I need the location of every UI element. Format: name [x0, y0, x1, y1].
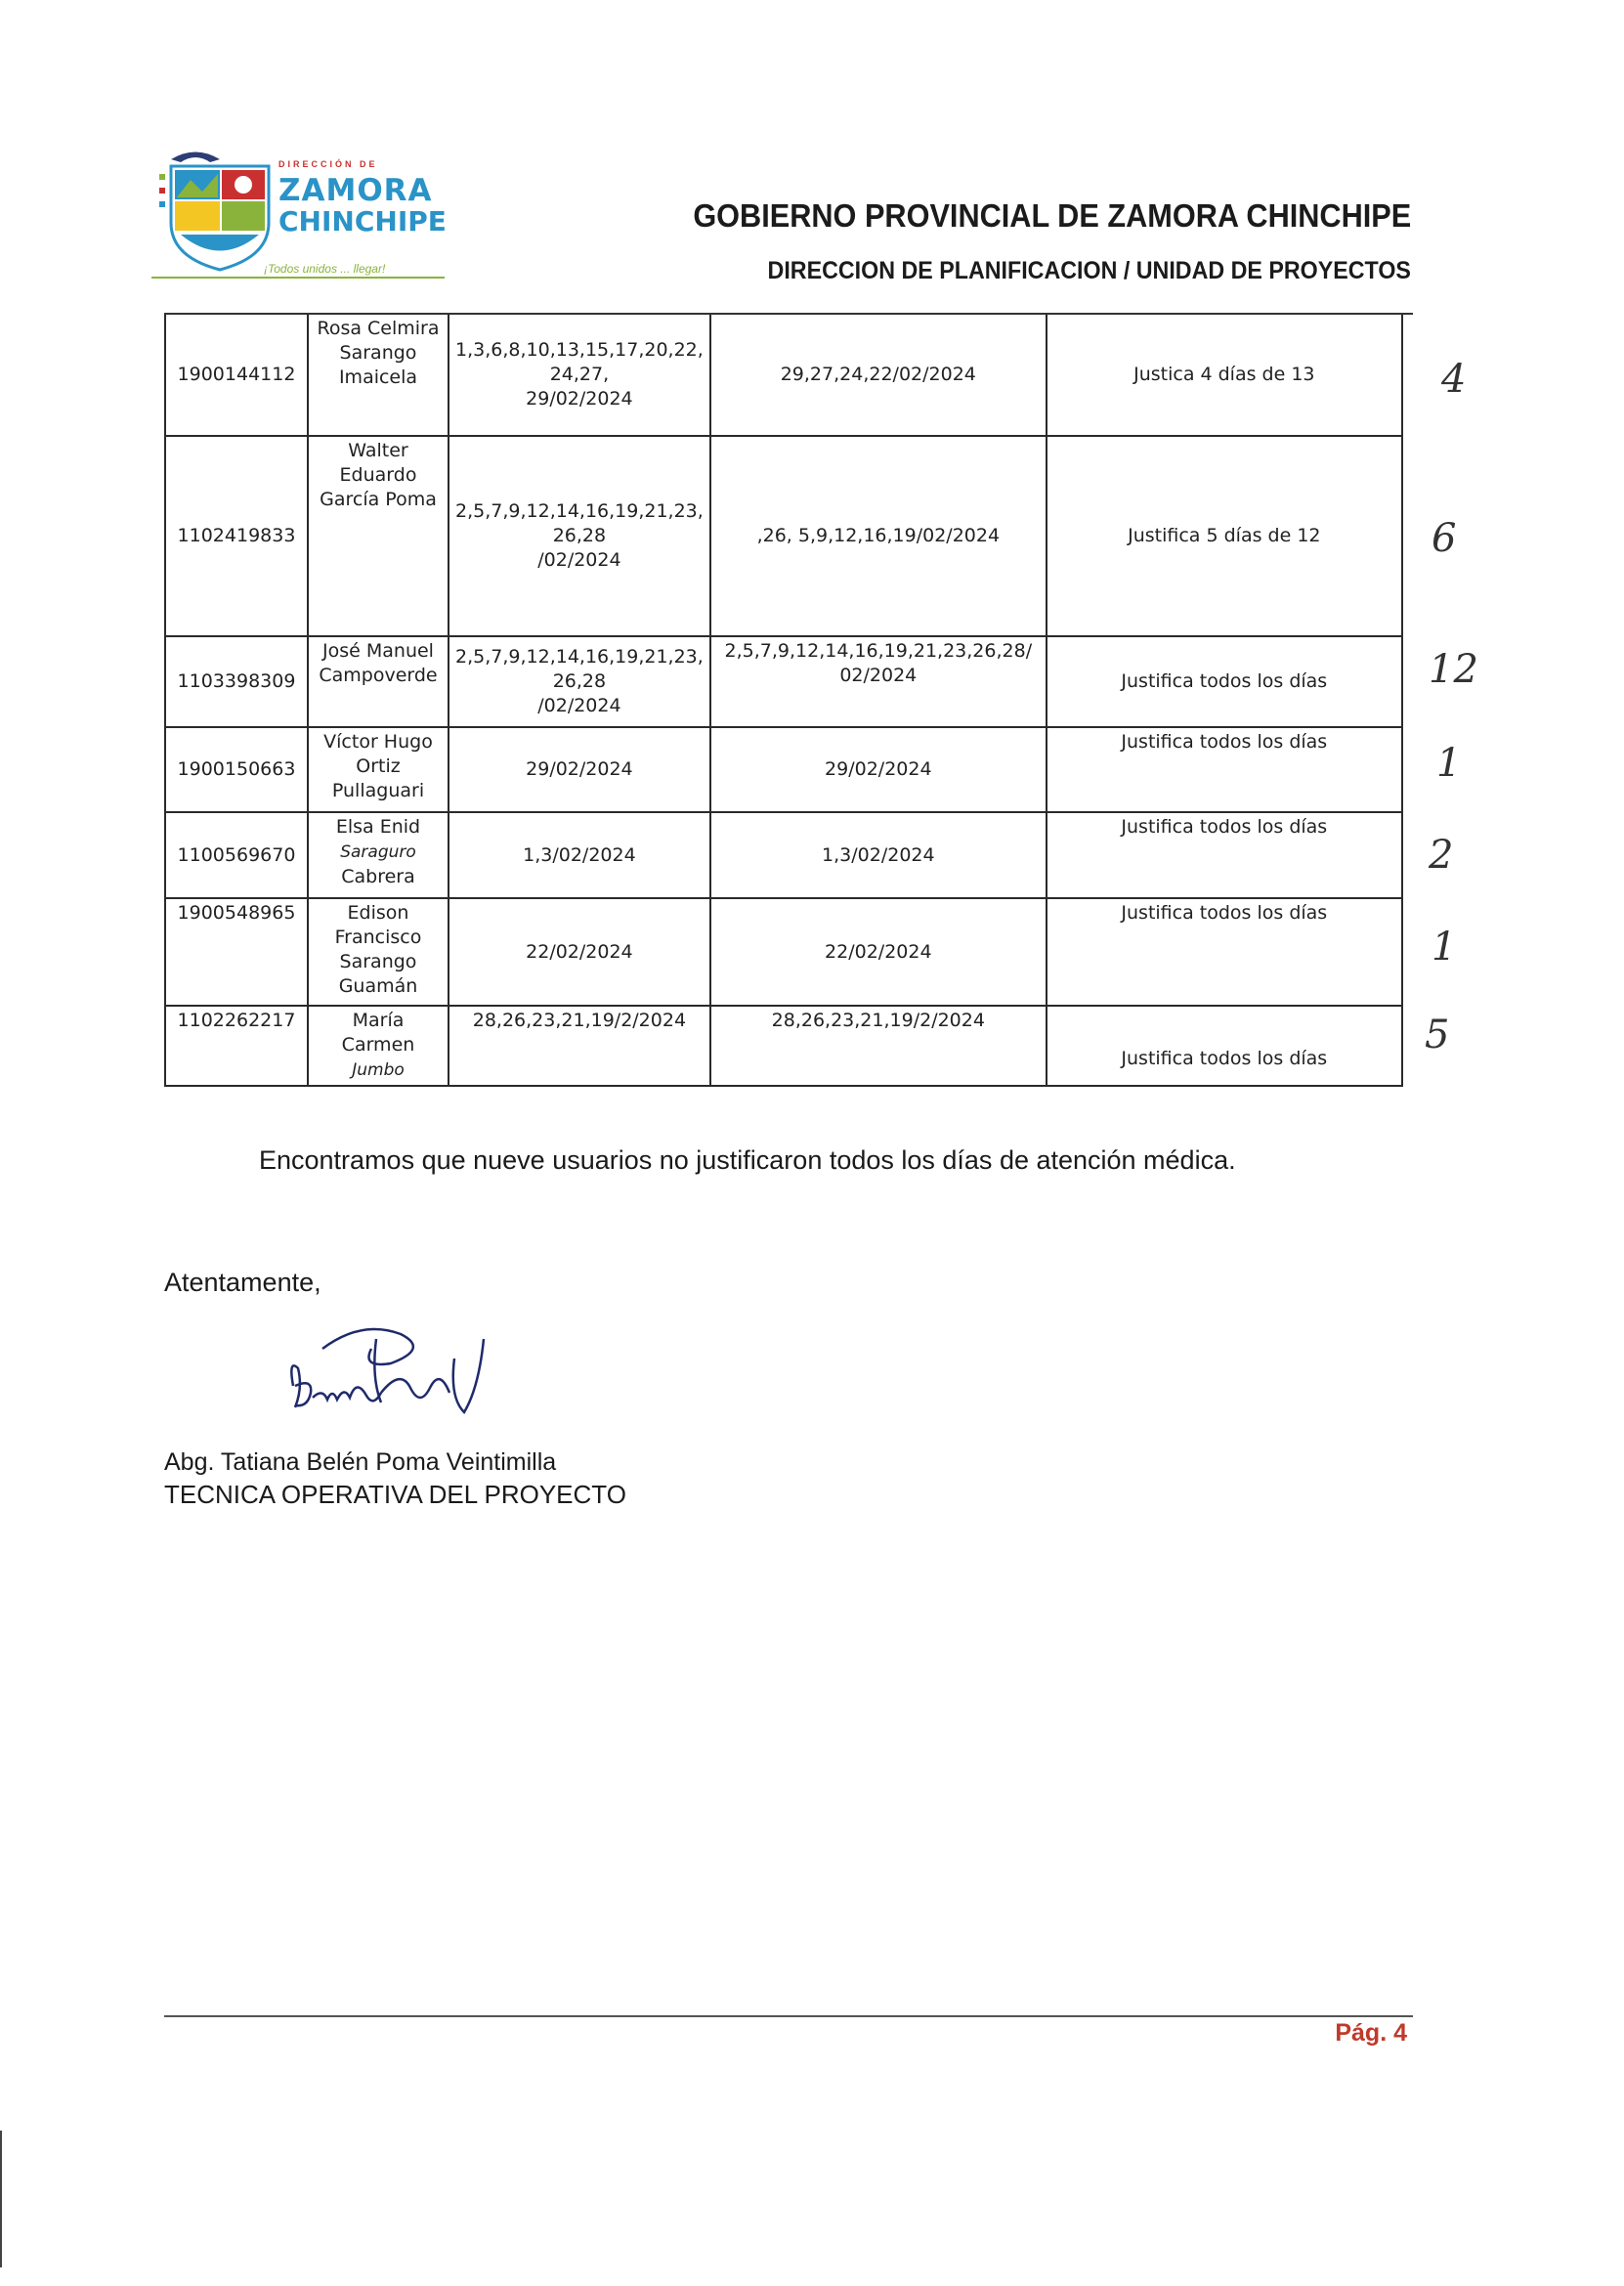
dates-cell: [449, 436, 710, 636]
id-cell: 1102262217: [165, 1006, 308, 1086]
logo-top-text: DIRECCIÓN DE: [278, 159, 378, 169]
name-line: Francisco: [334, 927, 422, 948]
name-cell: [308, 1006, 449, 1086]
footer-divider: [164, 2015, 1413, 2017]
signer-role: TECNICA OPERATIVA DEL PROYECTO: [164, 1480, 626, 1509]
logo-underline: [151, 277, 445, 279]
name-line: Walter: [348, 440, 408, 461]
organization-subtitle: DIRECCION DE PLANIFICACION / UNIDAD DE PROYECTOS: [767, 257, 1411, 284]
dates-line: 29/02/2024: [526, 758, 633, 780]
closing-text: Atentamente,: [164, 1268, 321, 1297]
dates-line: 2,5,7,9,12,14,16,19,21,23,: [455, 500, 704, 522]
dates-cell: [449, 812, 710, 898]
name-line: Campoverde: [319, 665, 438, 686]
dates-line: 2,5,7,9,12,14,16,19,21,23,: [455, 646, 704, 668]
dates-line: 22/02/2024: [526, 940, 633, 963]
dates-line: 1,3,6,8,10,13,15,17,20,22,: [455, 339, 704, 361]
handwritten-count: 12: [1429, 647, 1478, 692]
justified-dates-cell: 29,27,24,22/02/2024: [710, 315, 1047, 436]
name-line: Cabrera: [341, 866, 415, 887]
handwritten-count: 1: [1436, 741, 1462, 786]
justified-dates-cell: 28,26,23,21,19/2/2024: [710, 1006, 1047, 1086]
justified-line: 02/2024: [839, 665, 918, 686]
dates-line: 29/02/2024: [526, 388, 633, 410]
signer-name: Abg. Tatiana Belén Poma Veintimilla: [164, 1448, 557, 1476]
observation-cell: Justifica todos los días: [1047, 898, 1402, 1006]
organization-title: GOBIERNO PROVINCIAL DE ZAMORA CHINCHIPE: [693, 197, 1411, 234]
name-cell: [308, 727, 449, 812]
attendance-table: [164, 315, 1403, 1087]
justified-dates-cell: 1,3/02/2024: [710, 812, 1047, 898]
table-row: [165, 436, 1402, 636]
id-cell: 1100569670: [165, 812, 308, 898]
name-cell: [308, 636, 449, 727]
justified-dates-cell: 29/02/2024: [710, 727, 1047, 812]
name-cell: [308, 898, 449, 1006]
justified-line: 2,5,7,9,12,14,16,19,21,23,26,28/: [724, 640, 1033, 662]
handwritten-count: 1: [1432, 925, 1457, 970]
name-line: Sarango: [339, 951, 417, 972]
name-line: María Carmen: [341, 1010, 415, 1056]
name-line: Víctor Hugo: [323, 731, 433, 753]
dates-line: 28,26,23,21,19/2/2024: [472, 1010, 687, 1031]
name-line: Eduardo: [339, 464, 417, 486]
table-row: [165, 812, 1402, 898]
table-row: [165, 636, 1402, 727]
id-cell: 1103398309: [165, 636, 308, 727]
observation-cell: Justifica todos los días: [1047, 636, 1402, 727]
observation-cell: Justifica 5 días de 12: [1047, 436, 1402, 636]
page-number: Pág. 4: [1335, 2019, 1407, 2047]
name-line: García Poma: [320, 489, 437, 510]
dates-cell: [449, 636, 710, 727]
name-line: José Manuel: [322, 640, 434, 662]
handwritten-count: 4: [1441, 357, 1467, 402]
name-line: Edison: [347, 902, 409, 924]
dates-cell: [449, 1006, 710, 1086]
observation-cell: Justifica todos los días: [1047, 1006, 1402, 1086]
handwritten-count: 6: [1432, 516, 1457, 561]
name-line: Saraguro: [340, 842, 416, 862]
dates-line: 26,28: [552, 525, 607, 546]
name-line: Jumbo: [352, 1060, 405, 1080]
logo-motto: ¡Todos unidos ... llegar!: [264, 262, 386, 276]
logo-name-zamora: ZAMORA: [278, 173, 433, 208]
table-row: [165, 1006, 1402, 1086]
summary-text: Encontramos que nueve usuarios no justificaron todos los días de atención médica.: [259, 1145, 1236, 1175]
observation-cell: Justifica todos los días: [1047, 812, 1402, 898]
logo-name-chinchipe: CHINCHIPE: [278, 205, 447, 237]
justified-dates-cell: 22/02/2024: [710, 898, 1047, 1006]
observation-cell: Justifica todos los días: [1047, 727, 1402, 812]
handwritten-count: 5: [1425, 1013, 1450, 1057]
name-line: Elsa Enid: [335, 816, 421, 838]
id-cell: 1900150663: [165, 727, 308, 812]
table-row: [165, 315, 1402, 436]
dates-line: /02/2024: [537, 549, 621, 571]
table-row: [165, 898, 1402, 1006]
dates-line: /02/2024: [537, 695, 621, 716]
handwritten-signature: [283, 1310, 498, 1437]
id-cell: 1900548965: [165, 898, 308, 1006]
name-line: Imaicela: [338, 367, 418, 388]
name-line: Guamán: [338, 975, 418, 997]
dates-cell: [449, 315, 710, 436]
name-line: Rosa Celmira: [317, 318, 440, 339]
dates-cell: [449, 727, 710, 812]
scan-edge-mark: [0, 2131, 2, 2267]
handwritten-count: 2: [1429, 833, 1454, 878]
table-row: [165, 727, 1402, 812]
dates-line: 24,27,: [549, 364, 610, 385]
observation-cell: Justica 4 días de 13: [1047, 315, 1402, 436]
name-line: Ortiz: [356, 755, 401, 777]
dates-line: 26,28: [552, 670, 607, 692]
name-line: Sarango: [339, 342, 417, 364]
name-cell: [308, 812, 449, 898]
dates-cell: [449, 898, 710, 1006]
dates-line: 1,3/02/2024: [523, 843, 636, 866]
id-cell: 1900144112: [165, 315, 308, 436]
name-cell: [308, 436, 449, 636]
name-line: Pullaguari: [331, 780, 425, 801]
name-cell: [308, 315, 449, 436]
justified-dates-cell: [710, 636, 1047, 727]
justified-dates-cell: ,26, 5,9,12,16,19/02/2024: [710, 436, 1047, 636]
id-cell: 1102419833: [165, 436, 308, 636]
